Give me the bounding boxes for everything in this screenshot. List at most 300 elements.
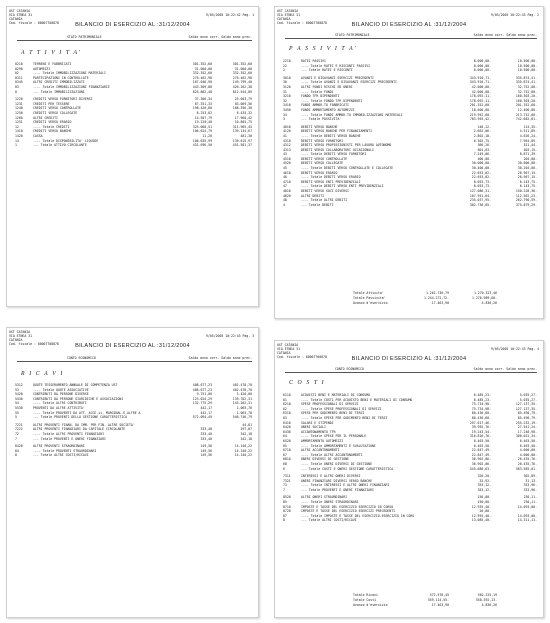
current-year-balance: 343.910,71- xyxy=(469,75,491,80)
account-description: ---- Totale PROVENTI DA ATT. ACCE.ii, MARGINAL.E,ALTRE A xyxy=(33,410,141,415)
previous-year-balance: 3.420,00 xyxy=(236,392,252,397)
current-year-balance: 601,03- xyxy=(477,147,491,152)
account-description: DEBITI VERSO BANCHE PER FINANZIAMENTI xyxy=(301,129,373,134)
account-code: 1251 xyxy=(15,120,23,125)
current-year-balance: 19.243,54- xyxy=(471,429,491,434)
current-year-balance: 106.635,99 xyxy=(192,138,212,143)
previous-year-balance: 7.964,89- xyxy=(519,138,537,143)
previous-year-balance: 6.143,75- xyxy=(519,179,537,184)
account-code: 7 xyxy=(15,436,17,441)
account-description: AUTOMEZZI xyxy=(33,66,51,71)
account-code: 3210 xyxy=(283,94,291,99)
current-year-balance: 14.507,79 xyxy=(194,115,212,120)
previous-year-balance: 521,44- xyxy=(523,143,537,148)
current-year-balance: 36.902,06- xyxy=(471,457,491,462)
current-year-balance: 12.955,40- xyxy=(471,513,491,518)
current-year-balance: 39.955,76- xyxy=(471,425,491,430)
column-header-right: Saldo anno corr. Saldo anno prec. xyxy=(473,33,537,37)
column-header-left: STATO PATRIMONIALE xyxy=(67,35,102,39)
company-name: UST CATANIA xyxy=(277,9,299,13)
account-description: SPESE PROFESSIONALI DI SERVIZI xyxy=(301,402,359,407)
company-name: UST CATANIA xyxy=(9,9,31,13)
section-title: C O S T I xyxy=(289,380,326,386)
page-title: BILANCIO DI ESERCIZIO AL :31/12/2004 xyxy=(351,356,467,362)
account-code: 31 xyxy=(283,89,287,94)
current-year-balance: 400,00- xyxy=(477,156,491,161)
previous-year-balance: 160.303,20- xyxy=(515,98,537,103)
account-description: CONTRIBUTI DA PERSONE DIVERSE xyxy=(33,392,89,397)
previous-year-balance: 10.500,00- xyxy=(517,68,537,73)
account-description: AVANZI E DISAVANZI ESERCIZI PRECEDENTI xyxy=(301,75,374,80)
previous-year-balance: 255.232,19- xyxy=(515,420,537,425)
previous-year-balance: 230,11- xyxy=(523,495,537,500)
current-year-balance: 353,12- xyxy=(477,483,491,488)
previous-year-balance: 14.140,22 xyxy=(234,448,252,453)
total-label: Totale Costi xyxy=(353,597,377,602)
previous-year-balance: 213.752,60- xyxy=(515,112,537,117)
current-year-balance: 6.302,75- xyxy=(473,138,491,143)
account-code: 45 xyxy=(283,166,287,171)
previous-year-balance: 481,30 xyxy=(240,133,252,138)
account-code: 34 xyxy=(283,112,287,117)
previous-year-balance: 149.799,40 xyxy=(232,80,252,85)
page-title: BILANCIO DI ESERCIZIO AL :31/12/2004 xyxy=(75,22,190,28)
previous-year-balance: 14.093,00- xyxy=(517,504,537,509)
account-description: --- Totale COSTI E ONERI GESTIONE CARATTERISTICA xyxy=(301,466,394,471)
account-description: ONERI FINANZIARI DIVERSI VERSO BANCHE xyxy=(301,478,373,483)
total-previous-year: 562.225,19 xyxy=(477,593,497,597)
account-code: 6410 xyxy=(283,420,291,425)
total-current-year: 17.463,90 xyxy=(431,602,449,607)
account-code: 5 xyxy=(15,415,17,420)
current-year-balance: 201.352,60- xyxy=(469,103,491,108)
total-previous-year: 1.270.989,60- xyxy=(472,295,497,300)
total-previous-year: 558.392,13- xyxy=(475,597,497,602)
total-previous-year: 4.836,26 xyxy=(481,602,497,607)
account-code: 0210 xyxy=(15,62,23,66)
account-description: ALTRI CREDITI IMMOBILIZZATI xyxy=(33,80,85,85)
account-description: FONDI AMMOR.TO FABBRICATI xyxy=(301,103,349,108)
account-description: DEBITI VERSO FORNITORI xyxy=(301,138,344,143)
account-code: 7 xyxy=(283,487,285,492)
previous-year-balance: 6.463,50- xyxy=(519,443,537,448)
account-description: CASSA xyxy=(33,133,43,138)
account-code: 4520 xyxy=(283,161,291,166)
previous-year-balance: 204,00- xyxy=(523,156,537,161)
account-code: 4610 xyxy=(283,170,291,175)
previous-year-balance: 812.544,89 xyxy=(232,89,252,94)
account-code: 72 xyxy=(15,431,19,436)
previous-year-balance: 83.009,56 xyxy=(234,101,252,106)
account-description: ALTRI PROVENTI STRAORDINARI xyxy=(33,444,85,449)
previous-year-balance: 139.134,67 xyxy=(232,129,252,134)
account-code: 46 xyxy=(283,175,287,180)
account-description: ACQUISTI BENI E MATERIALI DI CONSUMO xyxy=(301,393,371,397)
previous-year-balance: 302,89- xyxy=(523,474,537,479)
previous-year-balance: 342,18 xyxy=(240,431,252,436)
current-year-balance: 149,56 xyxy=(200,453,212,458)
previous-year-balance: 451.581,37 xyxy=(232,143,252,148)
previous-year-balance: 342,18 xyxy=(240,436,252,441)
account-description: ---- Totale AVANZI E DISAVANZI ESERCIZI PRECEDENTI xyxy=(301,80,397,85)
account-code: 55 xyxy=(15,410,19,415)
account-description: ---- Totale INTERESSI E ALTRI ONERI FINANZIARI xyxy=(301,483,390,488)
previous-year-balance: 27.541,24- xyxy=(517,425,537,430)
balance-page-3 xyxy=(6,327,259,618)
current-year-balance: 443.509,88 xyxy=(192,84,212,89)
account-code: 84 xyxy=(15,448,19,453)
balance-page-4 xyxy=(274,340,544,618)
page-totals xyxy=(353,291,503,305)
current-year-balance: 22.653,02- xyxy=(471,170,491,175)
current-year-balance: 80.436,60- xyxy=(471,411,491,416)
column-header xyxy=(285,367,537,373)
current-year-balance: 149,56 xyxy=(200,448,212,453)
current-year-balance: 178.092,11- xyxy=(469,98,491,103)
current-year-balance: 8.253,82 xyxy=(196,110,212,115)
previous-year-balance: 139.782,31 xyxy=(232,396,252,401)
current-year-balance: 257.617,46- xyxy=(469,420,491,425)
current-year-balance: 75.734,98- xyxy=(471,406,491,411)
account-code: 6430 xyxy=(283,429,291,434)
current-year-balance: 42.000,00- xyxy=(471,84,491,89)
current-year-balance: 783.955,42- xyxy=(469,117,491,122)
previous-year-balance: 31.000,00 xyxy=(234,66,252,71)
previous-year-balance: 10.500,00- xyxy=(517,59,537,63)
current-year-balance: 75.734,98- xyxy=(471,402,491,407)
account-description: DEBITI VERSO COLLABORATORI OCCASIONALI xyxy=(301,147,374,152)
account-code: 8720 xyxy=(283,509,291,514)
column-header-left: CONTO ECONOMICO xyxy=(335,367,364,371)
account-code: 67 xyxy=(283,452,287,457)
current-year-balance: 12.935,40- xyxy=(471,504,491,509)
current-year-balance: 123.024,29 xyxy=(192,396,212,401)
current-year-balance: 6.485,23- xyxy=(473,393,491,397)
total-row xyxy=(353,603,503,608)
account-code: 1420 xyxy=(15,133,23,138)
column-header-right: Saldo anno corr. Saldo anno prec. xyxy=(188,35,252,39)
current-year-balance: 366,26- xyxy=(477,143,491,148)
previous-year-balance: 4.511,89- xyxy=(519,129,537,134)
account-description: --- Totale DEBITI xyxy=(301,202,334,207)
account-code: 4120 xyxy=(283,129,291,134)
account-description: DEBITI VERSO CONTROLLATE xyxy=(301,156,348,161)
account-description: ALTRI PROVENTI FINANZIARI DA CAPITALE CIRCOLANTE xyxy=(33,427,126,432)
current-year-balance: 42.000,00- xyxy=(471,89,491,94)
account-row xyxy=(283,203,537,208)
current-year-balance: 276.462,98 xyxy=(192,75,212,80)
previous-year-balance: 1.065,78 xyxy=(236,410,252,415)
current-year-balance: 32,92- xyxy=(479,478,491,483)
account-code: 85 xyxy=(283,500,287,505)
account-description: CREDITI VERSO BANCHE xyxy=(33,129,72,134)
company-city: CATANIA xyxy=(9,338,23,343)
account-description: DEBITI VERSO COLLEGATE xyxy=(301,161,344,166)
account-code: 3410 xyxy=(283,103,291,108)
previous-year-balance: 311.965,45 xyxy=(232,124,252,129)
current-year-balance: 343.910,71- xyxy=(469,80,491,85)
account-description: ALTRI ACCANTONAMENTI xyxy=(301,448,340,453)
account-code: 6 xyxy=(283,466,285,471)
account-code: 6110 xyxy=(283,393,291,397)
company-fiscal-code: Cod. fiscale : 80007700878 xyxy=(9,342,59,347)
account-description: DEBITI VERSO ENTI PREVIDENZIALI xyxy=(301,179,361,184)
current-year-balance: 30.000,00- xyxy=(471,161,491,166)
account-description: ---- Totale RATEI E RISCONTI PASSIVI xyxy=(301,63,371,68)
account-description: ---- Totale DEBITI VERSO ERARIO xyxy=(301,175,361,180)
current-year-balance: 9.751,00 xyxy=(196,392,212,397)
account-code: 4313 xyxy=(283,147,291,152)
current-year-balance: 178.092,11- xyxy=(469,94,491,99)
previous-year-balance: 4.000,00- xyxy=(519,448,537,453)
account-code: 4810 xyxy=(283,189,291,194)
current-year-balance: 442,17 xyxy=(200,410,212,415)
company-city: CATANIA xyxy=(9,17,23,22)
previous-year-balance: 160.303,20- xyxy=(515,94,537,99)
total-current-year: 1.261.736,79 xyxy=(425,291,449,295)
account-code: 4312 xyxy=(283,143,291,148)
current-year-balance: 150,00- xyxy=(477,495,491,500)
account-description: ---- Totale AMMORTAMENTI E SVALUTAZIONI xyxy=(301,443,376,448)
account-code: 1260 xyxy=(15,115,23,120)
account-code: 1240 xyxy=(15,106,23,111)
account-code: 6210 xyxy=(283,402,291,407)
account-description: --- Totale PROVENTI E ONERI FINANZIARI xyxy=(33,436,106,441)
current-year-balance: 167.046,90 xyxy=(192,80,212,85)
current-year-balance: 316.816,76- xyxy=(469,434,491,439)
company-name: UST CATANIA xyxy=(277,343,299,347)
account-code: 8 xyxy=(15,453,17,458)
current-year-balance: 31.000,00 xyxy=(194,66,212,71)
account-code: 6310 xyxy=(283,411,291,416)
account-code: 6810 xyxy=(283,457,291,462)
company-city: CATANIA xyxy=(277,17,291,22)
previous-year-balance: 168.356,30 xyxy=(232,106,252,111)
account-description: ---- Totale DEBITI VERSO ENTI PREVIDENZIALI xyxy=(301,184,384,189)
current-year-balance: 353,12- xyxy=(477,487,491,492)
account-description: --- Totale PASSIVITA' xyxy=(301,117,342,122)
current-year-balance: 6.463,50- xyxy=(473,438,491,443)
current-year-balance: 67.351,33 xyxy=(194,101,212,106)
account-description: ---- Totale DEBITI VERSO FORNITORI xyxy=(301,152,367,157)
account-description: CREDITI VERSO COLLEGATE xyxy=(33,110,78,115)
current-year-balance: 2.802,18- xyxy=(473,133,491,138)
account-code: 0290 xyxy=(15,66,23,71)
column-header-left: CONTO ECONOMICO xyxy=(67,356,96,360)
account-description: PROVENTI DA ALTRE ATTIVITA' xyxy=(33,405,85,410)
previous-year-balance: 230,11- xyxy=(523,500,537,505)
total-current-year: 559.114,55- xyxy=(427,597,449,602)
previous-year-balance: 1.065,78 xyxy=(236,405,252,410)
account-code: 6420 xyxy=(283,425,291,430)
account-description: ---- Totale DEBITI VERSO BANCHE xyxy=(301,133,361,138)
current-year-balance: 22.653,02- xyxy=(471,175,491,180)
current-year-balance: 20,00- xyxy=(479,509,491,514)
previous-year-balance: 335.874,41- xyxy=(515,80,537,85)
account-rows xyxy=(15,383,252,458)
previous-year-balance: 44,81 xyxy=(242,422,252,427)
previous-year-balance: 403,15- xyxy=(523,147,537,152)
column-header-right: Saldo anno corr. Saldo anno prec. xyxy=(188,356,252,360)
current-year-balance: 332.352,60 xyxy=(192,71,212,76)
current-year-balance: 8.000,00- xyxy=(473,68,491,73)
account-code: 8710 xyxy=(283,504,291,509)
account-code: 3010 xyxy=(283,75,291,80)
company-address: VIA ETNEA 31 xyxy=(277,13,301,18)
previous-year-balance: 14.140,22 xyxy=(234,444,252,449)
current-year-balance: 325.060,51 xyxy=(192,124,212,129)
current-year-balance: 8.053,73- xyxy=(473,179,491,184)
current-year-balance: 37.306,34 xyxy=(194,97,212,102)
account-description: ---- Totale ONERI DIVERSI DI GESTIONE xyxy=(301,461,373,466)
account-code: 87 xyxy=(283,513,287,518)
account-code: 3120 xyxy=(283,84,291,89)
company-address: VIA ETNEA 31 xyxy=(277,347,301,352)
previous-year-balance: 17.248,90- xyxy=(517,429,537,434)
previous-year-balance: 32.752,80- xyxy=(517,89,537,94)
current-year-balance: 431.696,50 xyxy=(192,143,212,148)
total-label: Avanzo d'esercizio xyxy=(353,300,388,305)
account-description: CREDITI VERSO ERARIO xyxy=(33,120,72,125)
account-code: 2 xyxy=(283,68,285,73)
current-year-balance: 19.220,40 xyxy=(194,120,212,125)
current-year-balance: 333,40 xyxy=(200,427,212,432)
account-row xyxy=(15,453,252,458)
account-description: RATEI PASSIVI xyxy=(301,59,326,63)
account-description: --- Totale IMMOBILIZZAZIONI xyxy=(33,89,85,94)
current-year-balance: 545.686,63- xyxy=(469,466,491,471)
account-description: ALTRI CREDITI xyxy=(33,115,58,120)
print-date: 9/05/2005 10:22:43 Pag. 3 xyxy=(206,334,254,338)
account-code: 14 xyxy=(15,138,19,143)
account-code: 7311 xyxy=(283,474,291,479)
account-row xyxy=(15,143,252,148)
previous-year-balance: 426.262,38 xyxy=(232,84,252,89)
total-row xyxy=(353,301,503,306)
account-description: IMPOSTE E TASSE DEL ESERCIZIO ESERCIZI PRECEDENTI xyxy=(301,509,396,514)
previous-year-balance: 5.035,27- xyxy=(519,397,537,402)
current-year-balance: 235.037,95- xyxy=(469,198,491,203)
previous-year-balance: 4.000,00- xyxy=(519,452,537,457)
account-code: 02 xyxy=(15,71,19,76)
previous-year-balance: 26.435,76- xyxy=(517,461,537,466)
company-name: UST CATANIA xyxy=(9,330,31,334)
current-year-balance: 13.085,40- xyxy=(471,518,491,523)
previous-year-balance: 85.490,79- xyxy=(517,411,537,416)
account-description: PARTECIPAZIONI IN CONTROLLATE xyxy=(33,75,89,80)
account-description: CREDITI PER TESSERE xyxy=(33,101,70,106)
previous-year-balance: 10.805,75 xyxy=(234,120,252,125)
current-year-balance: 149,56 xyxy=(200,444,212,449)
account-description: ---- Totale SPESE PER GODIMENTO BENI DI TERZI xyxy=(301,415,388,420)
account-rows xyxy=(283,393,537,523)
section-title: R I C A V I xyxy=(21,371,64,377)
current-year-balance: 198.420,80 xyxy=(192,106,212,111)
account-code: 4 xyxy=(283,202,285,207)
account-code: 6710 xyxy=(283,448,291,453)
account-rows xyxy=(15,62,252,148)
account-code: 43 xyxy=(283,152,287,157)
previous-year-balance: 12.400,00- xyxy=(517,107,537,112)
account-description: QUOTE TESSERAMENTO ANNUALE DI COMPETENZA UST xyxy=(33,383,118,387)
current-year-balance: 825.862,48 xyxy=(192,89,212,94)
account-description: --- Totale ATTIVO CIRCOLANTE xyxy=(33,143,87,148)
page-title: BILANCIO DI ESERCIZIO AL :31/12/2004 xyxy=(351,22,467,28)
account-description: ALTRI ONERI STRAORDINARI xyxy=(301,495,348,500)
current-year-balance: 442,17 xyxy=(200,405,212,410)
print-date: 9/05/2005 10:22:43 Pag. 2 xyxy=(491,13,539,17)
print-date: 9/05/2005 10:22:43 Pag. 4 xyxy=(491,347,539,351)
current-year-balance: 18.600,00- xyxy=(471,107,491,112)
current-year-balance: 8.000,00- xyxy=(473,59,491,63)
company-city: CATANIA xyxy=(277,351,291,356)
account-code: 32 xyxy=(283,98,287,103)
account-code: 1231 xyxy=(15,101,23,106)
account-description: CREDITI VERSO CONTROLLATE xyxy=(33,106,81,111)
account-code: 03 xyxy=(15,84,19,89)
previous-year-balance: 546.746,79 xyxy=(232,415,252,420)
total-current-year: 572.578,45 xyxy=(429,593,449,597)
account-code: 41 xyxy=(283,133,287,138)
total-current-year: 1.244.272,72- xyxy=(424,295,449,300)
account-code: 30 xyxy=(283,80,287,85)
previous-year-balance: 150.228,36- xyxy=(515,189,537,194)
current-year-balance: 8.000,00- xyxy=(473,63,491,68)
account-code: 3 xyxy=(283,117,285,122)
account-description: SALARI E STIPENDI xyxy=(301,420,334,425)
current-year-balance: 150,00- xyxy=(477,500,491,505)
current-year-balance: 333,40 xyxy=(200,436,212,441)
account-description: CREDITI VERSO FORNITORI DIVERSI xyxy=(33,97,93,102)
account-description: ---- Totale ALTRI DEBITI xyxy=(301,198,348,203)
current-year-balance: 80.436,60- xyxy=(471,415,491,420)
account-code: 61 xyxy=(283,397,287,402)
account-description: FONDO TFR DIPENDENTI xyxy=(301,94,340,99)
account-description: ALTRI FONDI RISCHI ED ONERI xyxy=(301,84,353,89)
account-description: DEBITI VERSO ERARIO xyxy=(301,170,338,175)
company-fiscal-code: Cod. fiscale : 80007700878 xyxy=(277,21,327,26)
account-description: ---- Totale FONDI xyxy=(301,89,334,94)
current-year-balance: 36.902,06- xyxy=(471,461,491,466)
company-fiscal-code: Cod. fiscale : 80007700878 xyxy=(277,355,327,360)
account-code: 4510 xyxy=(283,156,291,161)
previous-year-balance: 6.143,75- xyxy=(519,184,537,189)
current-year-balance: 22.847,49- xyxy=(471,448,491,453)
account-description: ---- Totale PROVENTI STRAORDINARI xyxy=(33,448,97,453)
account-description: ---- Totale IMMOBILIZZAZIONI MATERIALI xyxy=(33,71,106,76)
account-rows xyxy=(283,59,537,207)
account-code: 1250 xyxy=(15,110,23,115)
account-description: DEBITI VERSO SOCI DIVERSI xyxy=(301,189,349,194)
total-current-year: 17.463,90 xyxy=(431,300,449,305)
previous-year-balance: 6.435,32 xyxy=(236,110,252,115)
previous-year-balance: 17.960,42 xyxy=(234,115,252,120)
account-code: 6520 xyxy=(283,438,291,443)
section-title: P A S S I V I T A' xyxy=(289,46,358,52)
total-previous-year: 4.836,26 xyxy=(481,300,497,305)
previous-year-balance: 4.626,24- xyxy=(519,133,537,138)
account-description: ALTRI PROVENTI FINAN. DA IMM. PER FIN. ALTRE SOCIETA' xyxy=(33,422,135,427)
previous-year-balance: 742.682,81- xyxy=(515,117,537,122)
current-year-balance: 106.624,79 xyxy=(192,129,212,134)
total-label: Totale Ricavi xyxy=(353,593,378,597)
account-code: 4010 xyxy=(283,124,291,129)
current-year-balance: 11,20 xyxy=(202,133,212,138)
previous-year-balance: 30.204,00- xyxy=(517,166,537,171)
current-year-balance: 22.847,49- xyxy=(471,452,491,457)
company-fiscal-code: Cod. fiscale : 80007700878 xyxy=(9,21,59,26)
account-description: ---- Totale DEBITI VERSO CONTROLLATE E COLLEGATE xyxy=(301,166,394,171)
